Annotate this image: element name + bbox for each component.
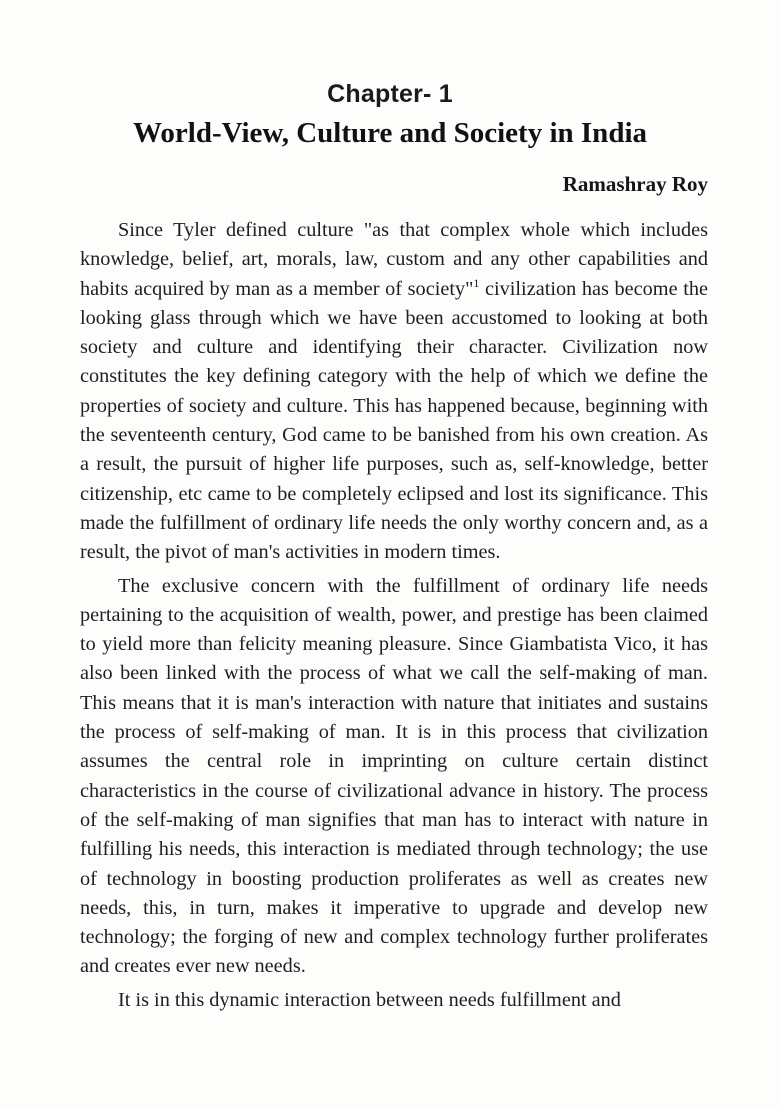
paragraph-1	[80, 216, 708, 568]
paragraph-1-text-end: civilization has become the looking glass through which we have been accustomed to looking at both society and culture and identifying their character. Civilization now constitutes the key defining category with the help of which we define the properties of society and culture. This has happened because, beginning with the seventeenth century, God came to be banished from his own creation. As a result, the pursuit of higher life purposes, such as, self-knowledge, better citizenship, etc came to be completely eclipsed and lost its significance. This made the fulfillment of ordinary life needs the only worthy concern and, as a result, the pivot of man's activities in modern times.	[80, 277, 708, 564]
paragraph-3: It is in this dynamic interaction between needs fulfillment and	[118, 988, 621, 1011]
chapter-number: Chapter- 1	[327, 80, 453, 108]
chapter-body	[80, 216, 708, 1019]
footnote-reference: 1	[473, 275, 480, 290]
chapter-title: World-View, Culture and Society in India	[132, 117, 647, 149]
paragraph-2: The exclusive concern with the fulfillment of ordinary life needs pertaining to the acquisition of wealth, power, and prestige has been claimed to yield more than felicity meaning pleasure. Since Giambatista Vico, it has also been linked with the process of what we call the self-making of man. This means that it is man's interaction with nature that initiates and sustains the process of self-making of man. It is in this process that civilization assumes the central role in imprinting on culture certain distinct characteristics in the course of civilizational advance in history. The process of the self-making of man signifies that man has to interact with nature in fulfilling his needs, this interaction is mediated through technology; the use of technology in boosting production proliferates as well as creates new needs, this, in turn, makes it imperative to upgrade and develop new technology; the forging of new and complex technology further proliferates and creates ever new needs.	[80, 574, 708, 978]
paragraph-1-text-start: Since Tyler defined culture "as that complex whole which includes knowledge, belief, art, morals, law, custom and any other capabilities and habits acquired by man as a member of society"	[80, 219, 708, 300]
author-name: Ramashray Roy	[562, 172, 708, 196]
